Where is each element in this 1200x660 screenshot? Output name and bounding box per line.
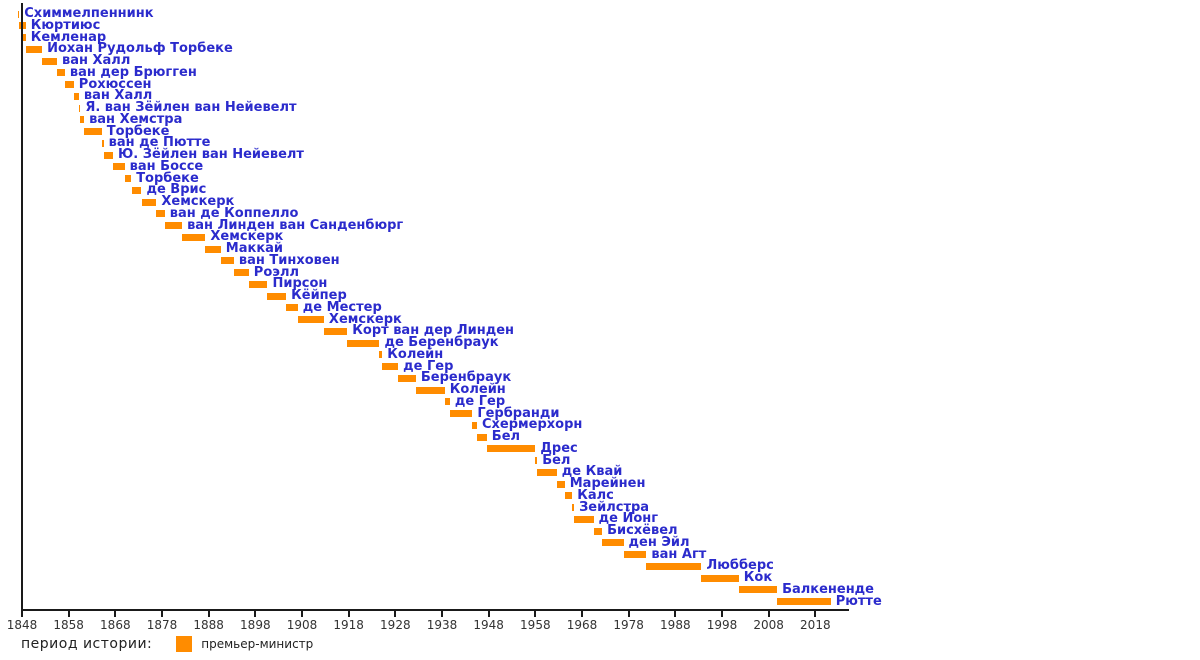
timeline-bar[interactable] xyxy=(535,457,537,464)
legend-title: период истории: xyxy=(21,636,153,652)
bar-label[interactable]: Бел xyxy=(491,429,521,444)
bar-label[interactable]: Гербранди xyxy=(477,405,560,421)
x-tick xyxy=(441,611,443,617)
timeline-bar[interactable] xyxy=(84,128,102,135)
x-tick xyxy=(68,611,70,617)
bar-label[interactable]: де Квай xyxy=(561,464,623,480)
timeline-bar[interactable] xyxy=(574,516,594,523)
legend-item-label: премьер-министр xyxy=(201,637,314,651)
timeline-bar[interactable] xyxy=(445,398,450,405)
x-tick-label: 2008 xyxy=(753,618,784,632)
timeline-bar[interactable] xyxy=(104,152,113,159)
bar-label[interactable]: Колейн xyxy=(449,382,506,397)
timeline-bar[interactable] xyxy=(132,187,142,194)
timeline-bar[interactable] xyxy=(416,387,445,394)
timeline-bar[interactable] xyxy=(156,210,164,217)
bar-label[interactable]: Балкененде xyxy=(782,581,875,597)
timeline-bar[interactable] xyxy=(537,469,557,476)
x-tick-label: 1918 xyxy=(333,618,364,632)
timeline-bar[interactable] xyxy=(102,140,104,147)
timeline-bar[interactable] xyxy=(777,598,831,605)
timeline-bar[interactable] xyxy=(23,34,25,41)
x-tick xyxy=(21,611,23,617)
x-tick-label: 1938 xyxy=(426,618,458,632)
bar-label[interactable]: ван Боссе xyxy=(129,158,204,174)
bar-label[interactable]: ван де Пютте xyxy=(108,135,211,151)
x-tick-label: 1998 xyxy=(706,618,738,632)
bar-label[interactable]: Ю. Зёйлен ван Нейевелт xyxy=(118,147,304,162)
bar-label[interactable]: Марейнен xyxy=(569,476,646,491)
x-tick xyxy=(394,611,396,617)
timeline-bar[interactable] xyxy=(267,293,286,300)
timeline-bar[interactable] xyxy=(565,492,572,499)
timeline-bar[interactable] xyxy=(646,563,701,570)
timeline-bar[interactable] xyxy=(221,257,234,264)
bar-label[interactable]: ван Линден ван Санденбюрг xyxy=(187,217,404,233)
timeline-bar[interactable] xyxy=(298,316,324,323)
timeline-bar[interactable] xyxy=(80,116,84,123)
timeline-bar[interactable] xyxy=(26,46,42,53)
x-tick xyxy=(628,611,630,617)
x-tick xyxy=(208,611,210,617)
bar-label[interactable]: Калс xyxy=(577,487,614,503)
timeline-bar[interactable] xyxy=(624,551,647,558)
timeline-bar[interactable] xyxy=(382,363,398,370)
x-tick-label: 1978 xyxy=(613,618,644,632)
timeline-bar[interactable] xyxy=(572,504,574,511)
x-tick-label: 1968 xyxy=(566,618,598,632)
x-tick xyxy=(721,611,723,617)
x-tick xyxy=(301,611,303,617)
timeline-bar[interactable] xyxy=(324,328,347,335)
x-tick-label: 1878 xyxy=(146,618,178,632)
timeline-bar[interactable] xyxy=(739,586,777,593)
x-tick-label: 1928 xyxy=(380,618,411,632)
bar-label[interactable]: Рохюссен xyxy=(78,76,152,92)
timeline-bar[interactable] xyxy=(18,11,19,18)
bar-label[interactable]: Кемленар xyxy=(30,29,107,45)
bar-label[interactable]: Кёйпер xyxy=(291,288,347,303)
x-tick-label: 1858 xyxy=(53,618,84,632)
bar-label[interactable]: Рютте xyxy=(835,593,882,609)
x-tick xyxy=(488,611,490,617)
timeline-bar[interactable] xyxy=(165,222,182,229)
bar-label[interactable]: Торбеке xyxy=(106,123,170,139)
timeline-bar[interactable] xyxy=(701,575,738,582)
bar-label[interactable]: де Гер xyxy=(454,393,506,409)
bar-label[interactable]: ван Хемстра xyxy=(89,111,183,127)
bar-label[interactable]: Роэлл xyxy=(253,264,300,280)
timeline-bar[interactable] xyxy=(74,93,79,100)
bar-label[interactable]: Бел xyxy=(542,452,571,468)
x-tick xyxy=(254,611,256,617)
timeline-bar[interactable] xyxy=(125,175,132,182)
bar-label[interactable]: Хемскерк xyxy=(328,311,402,327)
y-axis-line xyxy=(21,3,23,611)
x-tick-label: 1898 xyxy=(240,618,271,632)
x-tick xyxy=(114,611,116,617)
bar-label[interactable]: Иохан Рудольф Торбеке xyxy=(47,41,233,57)
x-tick xyxy=(534,611,536,617)
x-tick-label: 1958 xyxy=(520,618,551,632)
bar-label[interactable]: Хемскерк xyxy=(161,194,235,209)
bar-label[interactable]: Схиммелпеннинк xyxy=(24,6,154,21)
timeline-bar[interactable] xyxy=(398,375,416,382)
bar-label[interactable]: Беренбраук xyxy=(420,370,512,386)
bar-label[interactable]: Колейн xyxy=(387,346,444,362)
bar-label[interactable]: ван Тинховен xyxy=(238,252,340,268)
timeline-bar[interactable] xyxy=(286,304,298,311)
bar-label[interactable]: де Врис xyxy=(146,182,207,198)
timeline-bar[interactable] xyxy=(205,246,220,253)
timeline-bar[interactable] xyxy=(42,58,57,65)
x-tick-label: 2018 xyxy=(800,618,831,632)
x-tick-label: 1908 xyxy=(286,618,318,632)
bar-label[interactable]: ван де Коппелло xyxy=(169,205,299,221)
x-tick xyxy=(348,611,350,617)
timeline-bar[interactable] xyxy=(379,351,382,358)
x-tick xyxy=(674,611,676,617)
x-tick-label: 1868 xyxy=(100,618,131,632)
timeline-bar[interactable] xyxy=(594,528,602,535)
bar-label[interactable]: Маккай xyxy=(225,241,284,256)
timeline-bar[interactable] xyxy=(557,481,565,488)
bar-label[interactable]: Кюртиюс xyxy=(30,17,101,33)
bar-label[interactable]: Торбеке xyxy=(136,170,199,186)
bar-label[interactable]: Я. ван Зёйлен ван Нейевелт xyxy=(85,100,297,115)
timeline-bar[interactable] xyxy=(57,69,65,76)
legend-swatch xyxy=(176,636,192,652)
timeline-bar[interactable] xyxy=(113,163,125,170)
timeline-bar[interactable] xyxy=(79,105,80,112)
bar-label[interactable]: ван Агт xyxy=(651,546,707,562)
timeline-bar[interactable] xyxy=(450,410,472,417)
bar-label[interactable]: де Йонг xyxy=(598,511,659,527)
x-tick-label: 1948 xyxy=(473,618,504,632)
timeline-bar[interactable] xyxy=(602,539,623,546)
bar-label[interactable]: ден Эйл xyxy=(628,534,690,550)
bar-label[interactable]: Кок xyxy=(743,570,773,585)
timeline-bar[interactable] xyxy=(487,445,536,452)
x-tick-label: 1988 xyxy=(660,618,691,632)
bar-label[interactable]: Пирсон xyxy=(272,276,328,292)
bar-label[interactable]: Любберс xyxy=(706,558,774,574)
bar-label[interactable]: ван Халл xyxy=(62,53,131,68)
bar-label[interactable]: Зейлстра xyxy=(579,499,650,515)
bar-label[interactable]: де Беренбраук xyxy=(384,335,499,350)
bar-label[interactable]: Хемскерк xyxy=(210,229,284,245)
timeline-bar[interactable] xyxy=(142,199,156,206)
timeline-bar[interactable] xyxy=(472,422,477,429)
legend xyxy=(21,635,313,653)
bar-label[interactable]: де Местер xyxy=(302,299,382,315)
timeline-bar[interactable] xyxy=(65,81,74,88)
x-tick xyxy=(581,611,583,617)
timeline-bar[interactable] xyxy=(249,281,268,288)
timeline-bar[interactable] xyxy=(477,434,487,441)
x-tick xyxy=(768,611,770,617)
timeline-bar[interactable] xyxy=(234,269,249,276)
bar-label[interactable]: де Гер xyxy=(403,358,454,374)
x-axis-line xyxy=(21,609,849,611)
bar-label[interactable]: Бисхёвел xyxy=(607,523,678,538)
bar-label[interactable]: Корт ван дер Линден xyxy=(352,323,515,339)
timeline-bar[interactable] xyxy=(182,234,205,241)
bar-label[interactable]: ван Халл xyxy=(83,88,153,104)
x-tick-label: 1888 xyxy=(193,618,224,632)
timeline-bar[interactable] xyxy=(347,340,379,347)
x-tick xyxy=(161,611,163,617)
x-tick xyxy=(814,611,816,617)
bar-label[interactable]: Схермерхорн xyxy=(482,417,583,433)
bar-label[interactable]: ван дер Брюгген xyxy=(69,64,197,80)
x-tick-label: 1848 xyxy=(6,618,38,632)
bar-label[interactable]: Дрес xyxy=(540,440,578,456)
